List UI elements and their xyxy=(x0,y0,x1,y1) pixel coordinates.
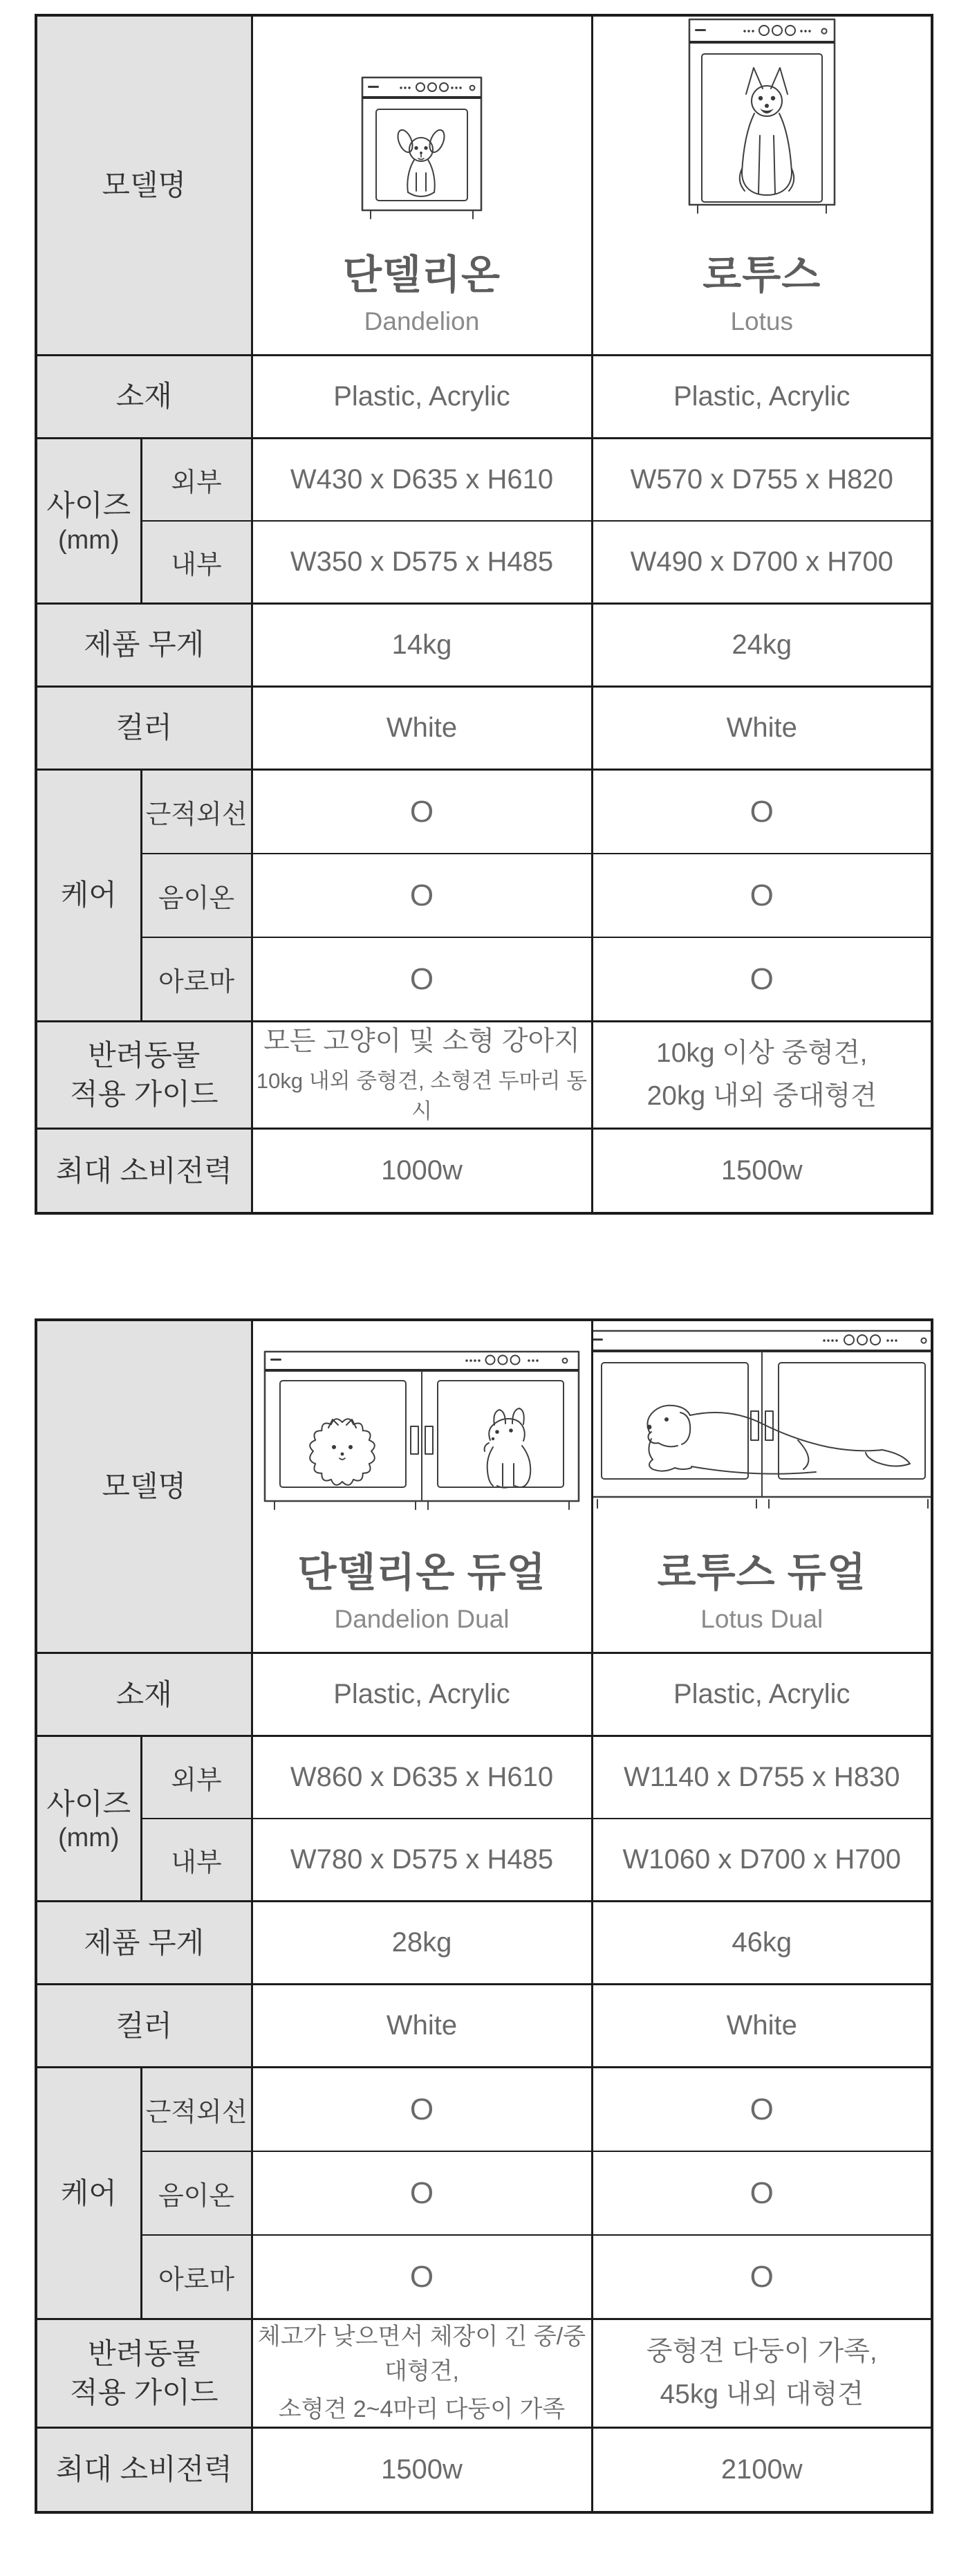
care-aroma-label: 아로마 xyxy=(158,968,235,997)
guide-value-line2: 20kg 내외 중대형견 xyxy=(646,1081,877,1112)
material-value: Plastic, Acrylic xyxy=(673,1679,850,1710)
size-outer-value: W1140 x D755 x H830 xyxy=(624,1762,900,1793)
color-value: White xyxy=(386,712,458,743)
product-cell-dandelion-dual xyxy=(252,1320,592,1653)
dual-models-spec-table xyxy=(35,1318,933,2514)
guide-value-line2: 소형견 2~4마리 다둥이 가족 xyxy=(278,2396,566,2423)
guide-label-line2: 적용 가이드 xyxy=(69,2376,218,2409)
care-aroma-row xyxy=(36,937,932,1022)
size-outer-row xyxy=(36,439,932,522)
guide-value-line2: 10kg 내외 중형견, 소형견 두마리 동시 xyxy=(256,1068,588,1124)
product-cell-lotus xyxy=(592,15,932,356)
size-inner-value: W350 x D575 x H485 xyxy=(290,546,554,577)
power-value: 1500w xyxy=(720,1155,803,1186)
guide-label-line1: 반려동물 xyxy=(88,1038,201,1071)
product-name: 단델리온 듀얼 xyxy=(297,1550,546,1596)
weight-row xyxy=(36,1902,932,1985)
product-name: 로투스 듀얼 xyxy=(657,1550,866,1596)
care-nir-row xyxy=(36,770,932,854)
size-outer-row xyxy=(36,1736,932,1819)
care-label: 케어 xyxy=(60,878,117,912)
size-inner-row xyxy=(36,521,932,604)
size-outer-value: W860 x D635 x H610 xyxy=(290,1762,554,1793)
model-label-text: 모델명 xyxy=(102,168,187,201)
size-unit-label: (mm) xyxy=(57,1823,120,1853)
color-value: White xyxy=(386,2010,458,2041)
max-power-row xyxy=(36,1129,932,1214)
weight-label: 제품 무게 xyxy=(84,1926,205,1959)
model-label-text: 모델명 xyxy=(102,1470,187,1503)
single-models-spec-table xyxy=(35,14,933,1215)
care-anion-value: O xyxy=(750,2175,774,2210)
lotus-dual-dryer-retriever-illustration xyxy=(592,1328,932,1519)
size-inner-row xyxy=(36,1819,932,1902)
material-row xyxy=(36,1653,932,1736)
care-anion-label: 음이온 xyxy=(158,2182,235,2211)
size-inner-label: 내부 xyxy=(171,1848,222,1878)
color-label: 컬러 xyxy=(115,711,172,744)
material-label: 소재 xyxy=(115,1677,172,1711)
weight-value: 46kg xyxy=(732,1927,792,1958)
material-row xyxy=(36,356,932,439)
product-subname: Dandelion xyxy=(364,307,480,335)
pet-guide-row xyxy=(36,1022,932,1129)
guide-value-line1: 중형견 다둥이 가족, xyxy=(646,2336,877,2366)
size-inner-value: W780 x D575 x H485 xyxy=(290,1844,554,1875)
product-name: 로투스 xyxy=(702,252,821,297)
size-inner-value: W490 x D700 x H700 xyxy=(630,546,893,577)
color-value: White xyxy=(726,712,797,743)
guide-value-line1: 모든 고양이 및 소형 강아지 xyxy=(263,1027,580,1056)
model-row-label xyxy=(36,15,252,356)
power-value: 2100w xyxy=(720,2454,803,2485)
care-anion-row xyxy=(36,854,932,937)
product-name: 단델리온 xyxy=(342,252,501,297)
care-nir-row xyxy=(36,2068,932,2152)
guide-value-line1: 10kg 이상 중형견, xyxy=(656,1038,868,1068)
material-value: Plastic, Acrylic xyxy=(333,381,510,412)
dandelion-dual-dryer-pomeranian-bulldog-illustration xyxy=(262,1349,581,1519)
material-label: 소재 xyxy=(115,380,172,413)
material-value: Plastic, Acrylic xyxy=(673,381,850,412)
color-value: White xyxy=(726,2010,797,2041)
guide-value-line2: 45kg 내외 대형견 xyxy=(660,2380,864,2410)
dandelion-dryer-chihuahua-illustration xyxy=(360,75,484,221)
care-nir-label: 근적외선 xyxy=(145,2098,248,2128)
product-subname: Lotus xyxy=(730,307,793,335)
lotus-dryer-shepherd-illustration xyxy=(687,17,837,221)
care-aroma-label: 아로마 xyxy=(158,2265,235,2295)
table-gap xyxy=(0,1215,968,1318)
size-outer-label: 외부 xyxy=(171,468,222,497)
care-aroma-value: O xyxy=(409,2259,434,2294)
care-anion-value: O xyxy=(750,878,774,912)
color-row xyxy=(36,687,932,770)
size-outer-label: 외부 xyxy=(171,1766,222,1796)
color-label: 컬러 xyxy=(115,2009,172,2042)
size-outer-value: W570 x D755 x H820 xyxy=(630,464,893,495)
weight-row xyxy=(36,604,932,687)
care-anion-label: 음이온 xyxy=(158,884,235,913)
size-unit-label: (mm) xyxy=(57,525,120,555)
care-nir-label: 근적외선 xyxy=(145,800,248,829)
color-row xyxy=(36,1985,932,2068)
weight-value: 24kg xyxy=(732,629,792,660)
product-cell-lotus-dual xyxy=(592,1320,932,1653)
care-nir-value: O xyxy=(750,2092,774,2126)
size-label: 사이즈 xyxy=(46,489,131,522)
care-aroma-value: O xyxy=(750,2259,774,2294)
power-value: 1000w xyxy=(381,1155,463,1186)
max-power-row xyxy=(36,2428,932,2513)
size-inner-label: 내부 xyxy=(171,551,222,580)
care-aroma-value: O xyxy=(750,962,774,996)
care-nir-value: O xyxy=(409,794,434,829)
care-aroma-value: O xyxy=(409,962,434,996)
care-aroma-row xyxy=(36,2235,932,2319)
care-nir-value: O xyxy=(409,2092,434,2126)
care-label: 케어 xyxy=(60,2176,117,2209)
care-anion-value: O xyxy=(409,878,434,912)
guide-label-line1: 반려동물 xyxy=(88,2337,201,2370)
guide-value-line1: 체고가 낮으면서 체장이 긴 중/중대형견, xyxy=(257,2324,586,2384)
size-label: 사이즈 xyxy=(46,1787,131,1820)
care-anion-row xyxy=(36,2151,932,2235)
size-outer-value: W430 x D635 x H610 xyxy=(290,464,554,495)
care-anion-value: O xyxy=(409,2175,434,2210)
weight-value: 28kg xyxy=(391,1927,452,1958)
model-name-row xyxy=(36,15,932,356)
weight-label: 제품 무게 xyxy=(84,628,205,661)
model-row-label xyxy=(36,1320,252,1653)
power-value: 1500w xyxy=(381,2454,463,2485)
product-subname: Dandelion Dual xyxy=(334,1605,510,1634)
material-value: Plastic, Acrylic xyxy=(333,1679,510,1710)
pet-guide-row xyxy=(36,2319,932,2428)
product-cell-dandelion xyxy=(252,15,592,356)
power-label: 최대 소비전력 xyxy=(55,2453,232,2486)
weight-value: 14kg xyxy=(391,629,452,660)
product-subname: Lotus Dual xyxy=(700,1605,823,1634)
size-inner-value: W1060 x D700 x H700 xyxy=(622,1844,901,1875)
power-label: 최대 소비전력 xyxy=(55,1154,232,1187)
guide-label-line2: 적용 가이드 xyxy=(69,1078,218,1111)
model-name-row xyxy=(36,1320,932,1653)
care-nir-value: O xyxy=(750,794,774,829)
